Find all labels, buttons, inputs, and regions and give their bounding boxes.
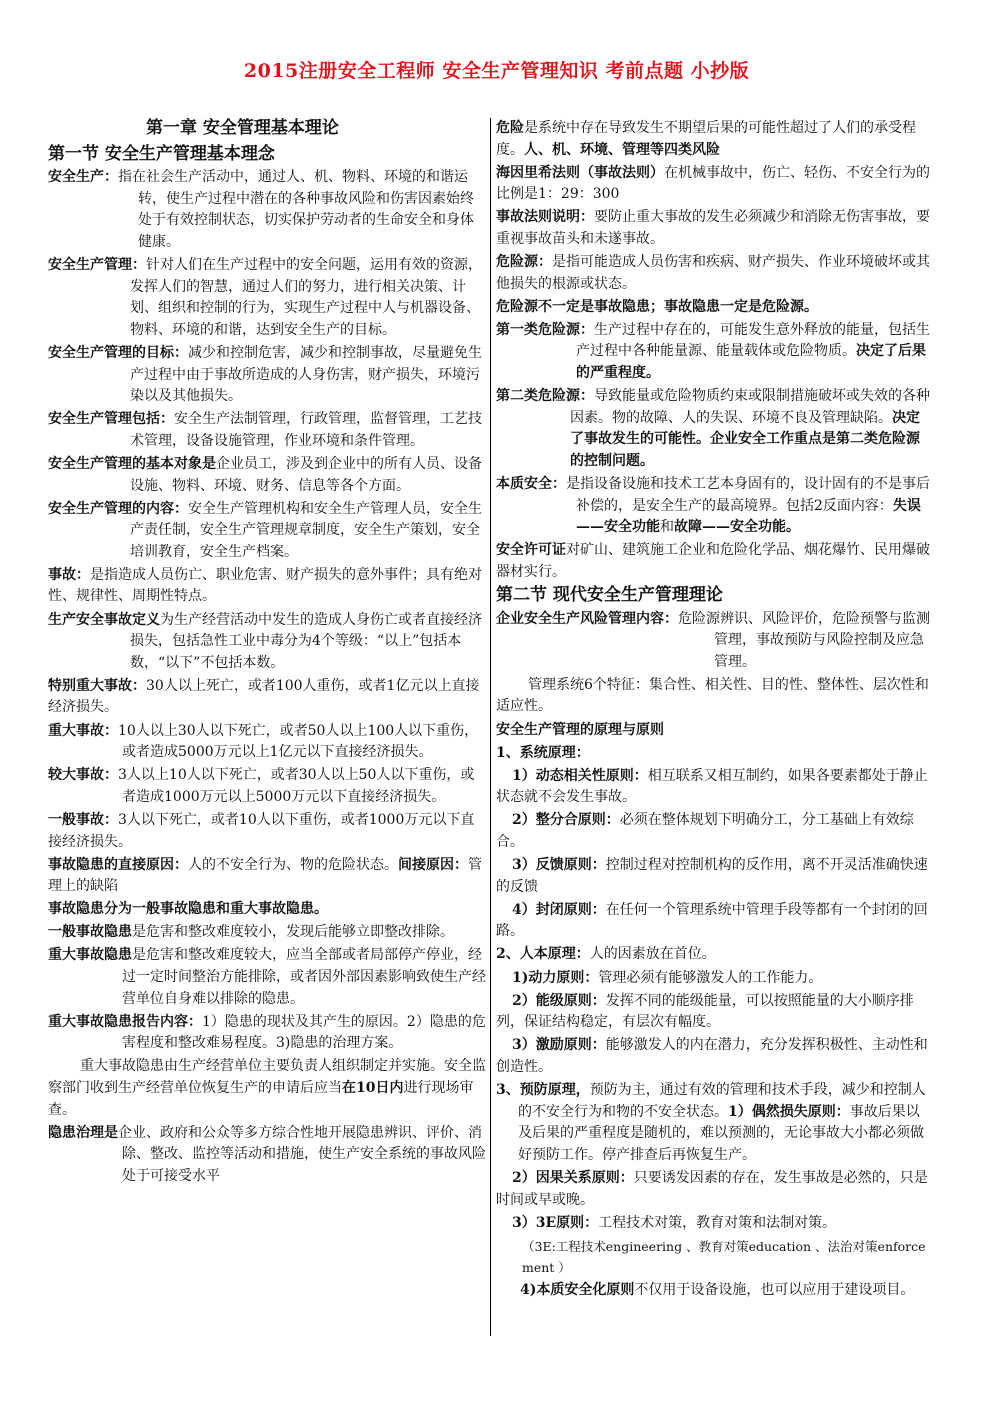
- entry-first-class-source: [496, 320, 932, 385]
- term: 重大事故隐患: [48, 947, 132, 964]
- section-heading-1: 第一节 安全生产管理基本理念: [48, 143, 275, 164]
- definition: 安全生产法制管理，行政管理，监督管理，工艺技术管理，设备设施管理，作业环境和条件管理。: [130, 411, 482, 449]
- term: 安全生产管理包括：: [48, 411, 174, 428]
- term: 危险: [496, 120, 524, 136]
- definition: 是系统中存在导致发生不期望后果的可能性超过了人们的承受程度。: [496, 120, 916, 158]
- entry-second-class-source: [496, 386, 932, 472]
- term: 安全生产管理的原理与原则: [496, 721, 664, 738]
- definition: 发挥不同的能级能量，可以按照能量的大小顺序排列，保证结构稳定，有层次有幅度。: [496, 992, 914, 1031]
- entry-major-hazard: [48, 945, 486, 1010]
- term: 特别重大事故：: [48, 677, 146, 694]
- entry-management-includes: [48, 409, 486, 452]
- term: 3）反馈原则：: [512, 857, 606, 874]
- entry-feedback-principle: [496, 855, 932, 898]
- left-column: [48, 118, 486, 1189]
- entry-major-hazard-report: [48, 1012, 486, 1055]
- entry-energy-level-principle: [496, 991, 932, 1034]
- entry-closure-principle: [496, 900, 932, 943]
- term: 第一类危险源：: [496, 321, 594, 338]
- term: 3）3E原则：: [512, 1214, 599, 1231]
- definition: 进行现场审查。: [48, 1080, 474, 1118]
- entry-3e-note: [496, 1236, 932, 1279]
- page-title: 2015注册安全工程师 安全生产管理知识 考前点题 小抄版: [243, 60, 750, 82]
- definition: 必须在整体规划下明确分工，分工基础上有效综合。: [496, 812, 914, 850]
- term: 决定了后果的严重程度。: [576, 343, 926, 382]
- definition: 为生产经营活动中发生的造成人身伤亡或者直接经济损失，包括急性工业中毒分为4个等级：“以上”包括本数，“以下”不包括本数。: [130, 611, 482, 671]
- definition: 控制过程对控制机构的反作用，离不开灵活准确快速的反馈: [496, 857, 928, 895]
- entry-hazard-governance: [48, 1123, 486, 1188]
- term: 危险源不一定是事故隐患；事故隐患一定是危险源。: [496, 298, 818, 315]
- entry-intrinsic-principle: [496, 1280, 932, 1302]
- term: 2、人本原理：: [496, 946, 590, 963]
- definition: 针对人们在生产过程中的安全问题，运用有效的资源，发挥人们的智慧，通过人们的努力，进行相关决策、计划、组织和控制的行为，实现生产过程中人与机器设备、物料、环境的和谐，达到安全生产的目标。: [130, 257, 482, 338]
- entry-risk-management: [496, 609, 932, 674]
- entry-intrinsic-safety: [496, 474, 932, 539]
- entry-human-principle: [496, 944, 932, 966]
- entry-principles-heading: [496, 720, 932, 742]
- term: 企业安全生产风险管理内容：: [496, 610, 678, 627]
- entry-accident-definition: [48, 610, 486, 675]
- term: 事故隐患分为一般事故隐患和重大事故隐患。: [48, 901, 328, 918]
- entry-system-principle: [496, 743, 932, 765]
- entry-motivation-principle: [496, 968, 932, 990]
- definition: 企业员工，涉及到企业中的所有人员、设备设施、物料、环境、财务、信息等各个方面。: [130, 455, 482, 494]
- definition: 相互联系又相互制约，如果各要素都处于静止状态就不会发生事故。: [496, 767, 928, 806]
- term: 事故法则说明：: [496, 209, 594, 226]
- definition: 预防为主，通过有效的管理和技术手段，减少和控制人的不安全行为和物的不安全状态。: [518, 1082, 926, 1120]
- entry-management-object: [48, 454, 486, 497]
- entry-prevention-principle: [496, 1080, 932, 1166]
- term: 安全许可证: [496, 542, 566, 559]
- term: 一般事故：: [48, 811, 118, 828]
- term: 3、预防原理，: [496, 1082, 590, 1099]
- definition: 是危害和整改难度较小，发现后能够立即整改排除。: [132, 924, 454, 941]
- definition: 和: [660, 519, 674, 536]
- term: 安全生产管理的内容：: [48, 500, 188, 517]
- column-divider: [490, 118, 491, 1336]
- definition: 危险源辨识、风险评价，危险预警与监测管理，事故预防与风险控制及应急管理。: [678, 610, 930, 670]
- entry-safety-production: [48, 167, 486, 253]
- term: 安全生产管理的目标：: [48, 344, 188, 361]
- definition: 生产过程中存在的，可能发生意外释放的能量，包括生产过程中各种能量源、能量载体或危险物质。: [576, 321, 930, 360]
- term: 4）封闭原则：: [512, 901, 606, 918]
- term: 1）偶然损失原则：: [728, 1103, 850, 1120]
- term: 2）能级原则：: [512, 992, 606, 1009]
- entry-hazard-source: [496, 252, 932, 295]
- entry-general-hazard: [48, 922, 486, 944]
- term: 本质安全：: [496, 476, 566, 492]
- definition: 是指造成人员伤亡、职业危害、财产损失的意外事件；具有绝对性、规律性、周期性特点。: [48, 566, 482, 605]
- definition: 人的不安全行为、物的危险状态。: [188, 856, 398, 873]
- term: 在10日内: [342, 1080, 404, 1097]
- definition: 不仅用于设备设施，也可以应用于建设项目。: [634, 1282, 915, 1299]
- entry-danger: [496, 118, 932, 161]
- definition: 管理必须有能够激发人的工作能力。: [598, 969, 823, 986]
- entry-law-explain: [496, 207, 932, 250]
- entry-hazard-cause: [48, 855, 486, 898]
- entry-major-hazard-review: [48, 1056, 486, 1121]
- definition: 管理系统6个特征：集合性、相关性、目的性、整体性、层次性和适应性。: [496, 676, 929, 715]
- definition: 事故后果以及后果的严重程度是随机的，难以预测的，无论事故大小都必须做好预防工作。停产排查后再恢复生产。: [518, 1103, 924, 1163]
- entry-causality-principle: [496, 1168, 932, 1211]
- term: 第二类危险源：: [496, 388, 594, 405]
- definition: 指在社会生产活动中，通过人、机、物料、环境的和谐运转，使生产过程中潜在的各种事故风险和伤害因素始终处于有效控制状态，切实保护劳动者的生命安全和身体健康。: [118, 169, 474, 250]
- entry-accident: [48, 565, 486, 608]
- chapter-heading: 第一章 安全管理基本理论: [146, 118, 339, 138]
- term: 故障——安全功能。: [674, 519, 800, 536]
- term: 安全生产管理的基本对象是: [48, 455, 216, 472]
- entry-integration-principle: [496, 810, 932, 853]
- term: 隐患治理是: [48, 1124, 118, 1141]
- entry-system-features: [496, 675, 932, 718]
- term: 危险源：: [496, 254, 552, 271]
- definition: 对矿山、建筑施工企业和危险化学品、烟花爆竹、民用爆破器材实行。: [496, 542, 930, 580]
- term: 一般事故隐患: [48, 924, 132, 941]
- definition: 3人以下死亡，或者10人以下重伤，或者1000万元以下直接经济损失。: [48, 811, 475, 850]
- definition: 10人以上30人以下死亡，或者50人以上100人以下重伤，或者造成5000万元以上1亿元以下直接经济损失。: [118, 722, 479, 761]
- term: 4)本质安全化原则: [520, 1282, 635, 1299]
- term: 事故：: [48, 566, 90, 583]
- entry-general: [48, 810, 486, 853]
- term: 安全生产管理：: [48, 257, 146, 274]
- term: 间接原因：: [398, 856, 468, 873]
- entry-especially-major: [48, 676, 486, 719]
- definition: 只要诱发因素的存在，发生事故是必然的，只是时间或早或晚。: [496, 1169, 928, 1208]
- entry-major: [48, 721, 486, 764]
- term: 事故隐患的直接原因：: [48, 856, 188, 873]
- entry-larger: [48, 765, 486, 808]
- definition: 在机械事故中，伤亡、轻伤、不安全行为的比例是1：29：300: [496, 164, 930, 203]
- definition: 要防止重大事故的发生必须减少和消除无伤害事故，要重视事故苗头和未遂事故。: [496, 209, 930, 247]
- definition: （3E:工程技术engineering 、教育对策education 、法治对策enforcement ）: [522, 1238, 926, 1276]
- definition: 是危害和整改难度较大，应当全部或者局部停产停业，经过一定时间整治方能排除，或者因外部因素影响致使生产经营单位自身难以排除的隐患。: [122, 947, 486, 1007]
- term: 海因里希法则（事故法则）: [496, 164, 664, 181]
- entry-source-vs-hazard: [496, 297, 932, 319]
- entry-hazard-types: [48, 899, 486, 921]
- term: 决定了事故发生的可能性。企业安全工作重点是第二类危险源的控制问题。: [570, 409, 920, 469]
- entry-management-content: [48, 499, 486, 564]
- term: 1、系统原理：: [496, 744, 590, 761]
- term: 人、机、环境、管理等四类风险: [524, 141, 720, 158]
- term: 2）因果关系原则：: [512, 1169, 634, 1186]
- definition: 3人以上10人以下死亡，或者30人以上50人以下重伤，或者造成1000万元以上5000万元以下直接经济损失。: [118, 767, 475, 805]
- definition: 人的因素放在首位。: [589, 946, 716, 963]
- definition: 减少和控制危害，减少和控制事故，尽量避免生产过程中由于事故所造成的人身伤害，财产损失，环境污染以及其他损失。: [130, 344, 482, 405]
- term: 1）动态相关性原则：: [512, 767, 648, 784]
- term: 失误——安全功能: [576, 497, 921, 536]
- definition: 导致能量或危险物质约束或限制措施破坏或失效的各种因素。物的故障、人的失误、环境不良及管理缺陷。: [570, 388, 930, 426]
- definition: 能够激发人的内在潜力，充分发挥积极性、主动性和创造性。: [496, 1037, 928, 1075]
- definition: 1）隐患的现状及其产生的原因。2）隐患的危害程度和整改难易程度。3)隐患的治理方案。: [122, 1013, 486, 1052]
- right-column: [496, 118, 932, 1303]
- definition: 管理上的缺陷: [48, 856, 482, 895]
- definition: 安全生产管理机构和安全生产管理人员，安全生产责任制，安全生产管理规章制度，安全生产策划，安全培训教育，安全生产档案。: [130, 500, 482, 560]
- definition: 重大事故隐患由生产经营单位主要负责人组织制定并实施。安全监察部门收到生产经营单位恢复生产的申请后应当: [48, 1058, 486, 1097]
- section-heading-2: 第二节 现代安全生产管理理论: [496, 584, 723, 605]
- entry-3e-principle: [496, 1213, 932, 1235]
- entry-management-goal: [48, 343, 486, 408]
- definition: 在任何一个管理系统中管理手段等都有一个封闭的回路。: [496, 901, 928, 940]
- entry-dynamic-principle: [496, 766, 932, 809]
- definition: 工程技术对策，教育对策和法制对策。: [598, 1214, 837, 1231]
- term: 3）激励原则：: [512, 1037, 606, 1054]
- entry-heinrich-law: [496, 163, 932, 206]
- term: 1)动力原则：: [512, 969, 599, 986]
- definition: 30人以上死亡，或者100人重伤，或者1亿元以上直接经济损失。: [48, 677, 480, 716]
- definition: 是指可能造成人员伤害和疾病、财产损失、作业环境破坏或其他损失的根源或状态。: [496, 254, 930, 292]
- definition: 企业、政府和公众等多方综合性地开展隐患辨识、评价、消除、整改、监控等活动和措施，使生产安全系统的事故风险处于可接受水平: [118, 1124, 486, 1184]
- term: 重大事故隐患报告内容：: [48, 1013, 202, 1030]
- term: 重大事故：: [48, 722, 118, 739]
- term: 较大事故：: [48, 767, 118, 784]
- term: 生产安全事故定义: [48, 611, 160, 628]
- term: 2）整分合原则：: [512, 812, 620, 829]
- entry-safety-license: [496, 540, 932, 583]
- definition: 是指设备设施和技术工艺本身固有的，设计固有的不是事后补偿的，是安全生产的最高境界。包括2反面内容：: [566, 476, 930, 514]
- term: 安全生产：: [48, 169, 118, 186]
- entry-incentive-principle: [496, 1035, 932, 1078]
- entry-safety-management: [48, 255, 486, 341]
